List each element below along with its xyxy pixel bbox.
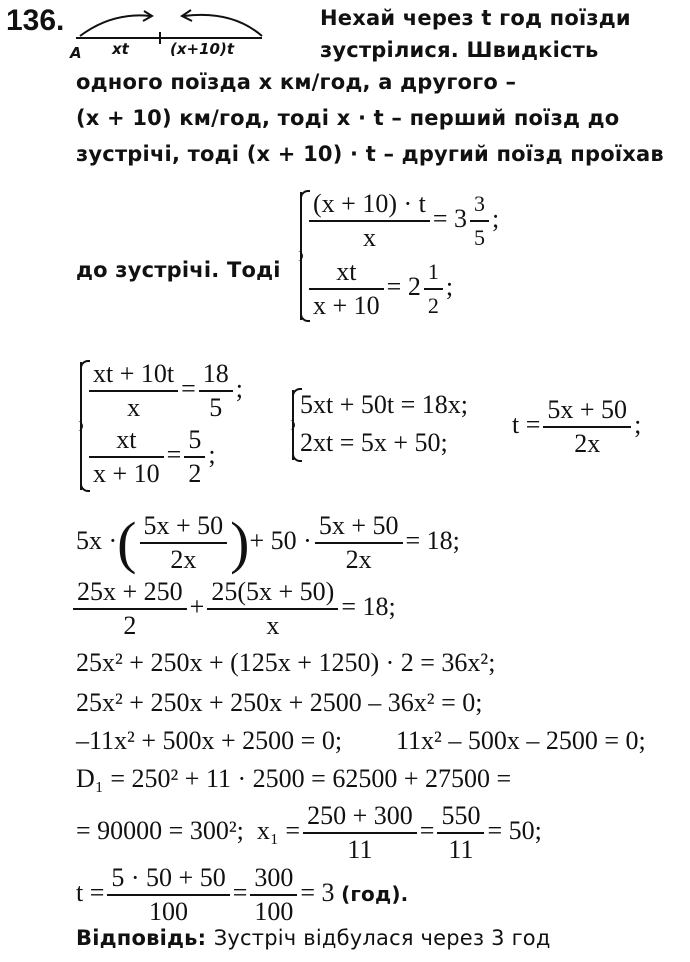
fraction-equation: $\frac{25x + 250}{2}$ + $\frac{25(5x + 50)}{x}$ = 18; [70,576,396,642]
intro-line-2: зустрілися. Швидкість [320,38,599,62]
intro-line-4: (x + 10) км/год, тоді x · t – перший поїзд до [76,106,620,130]
system1-eq2: $\frac{xt}{x + 10}$ = 2 $\frac{1}{2}$ ; [306,256,453,322]
point-a-label: A [70,44,82,62]
system1-brace [300,192,302,320]
equation-q1: 25x² + 250x + (125x + 1250) · 2 = 36x²; [76,648,496,677]
t-expression: t = $\frac{5x + 50}{2x}$ ; [512,395,642,458]
system2-eq1: $\frac{xt + 10t}{x}$ = $\frac{18}{5}$ ; [86,358,243,424]
train1-arrow-icon [80,15,150,36]
answer-label: Відповідь: [76,926,207,950]
equation-q2: 25x² + 250x + 250x + 2500 – 36x² = 0; [76,688,483,717]
intro-line-6: до зустрічі. Тоді [76,258,281,282]
time-result: t = $\frac{5 \cdot 50 + 50}{100}$ = $\frac{300}{100}$ = 3 (год). [76,863,409,926]
answer-line [76,926,551,950]
system3-brace [292,390,294,460]
system3-eq2: 2xt = 5x + 50; [300,428,448,457]
equation-q3a: –11x² + 500x + 2500 = 0; [76,726,343,755]
system2-brace [80,362,82,490]
system1-eq1: $\frac{(x + 10) \cdot t}{x}$ = 3 $\frac{3}{5}$ ; [306,188,499,254]
roots-line: = 90000 = 300²; x₁ = $\frac{250 + 300}{11}$ = $\frac{550}{11}$ = 50; [76,801,542,864]
equation-q3b: 11x² – 500x – 2500 = 0; [396,726,646,755]
answer-text: Зустріч відбулася через 3 год [213,926,551,950]
problem-number: 136. [6,4,65,37]
segment2-label: (x+10)t [170,40,234,58]
segment1-label: xt [112,40,129,58]
trains-diagram [72,6,312,62]
intro-line-5: зустрічі, тоді (x + 10) · t – другий поїзд проїхав [76,142,664,166]
system2-eq2: $\frac{xt}{x + 10}$ = $\frac{5}{2}$ ; [86,424,216,490]
system3-eq1: 5xt + 50t = 18x; [300,390,468,419]
intro-line-1: Нехай через t год поїзди [320,6,631,30]
discriminant-line: D₁ = 250² + 11 · 2500 = 62500 + 27500 = [76,764,512,793]
train2-arrow-icon [184,15,262,36]
intro-line-3: одного поїзда x км/год, а другого – [76,70,517,94]
substitution-equation: 5x ·( $\frac{5x + 50}{2x}$ )+ 50 · $\frac{5x + 50}{2x}$ = 18; [76,510,460,575]
